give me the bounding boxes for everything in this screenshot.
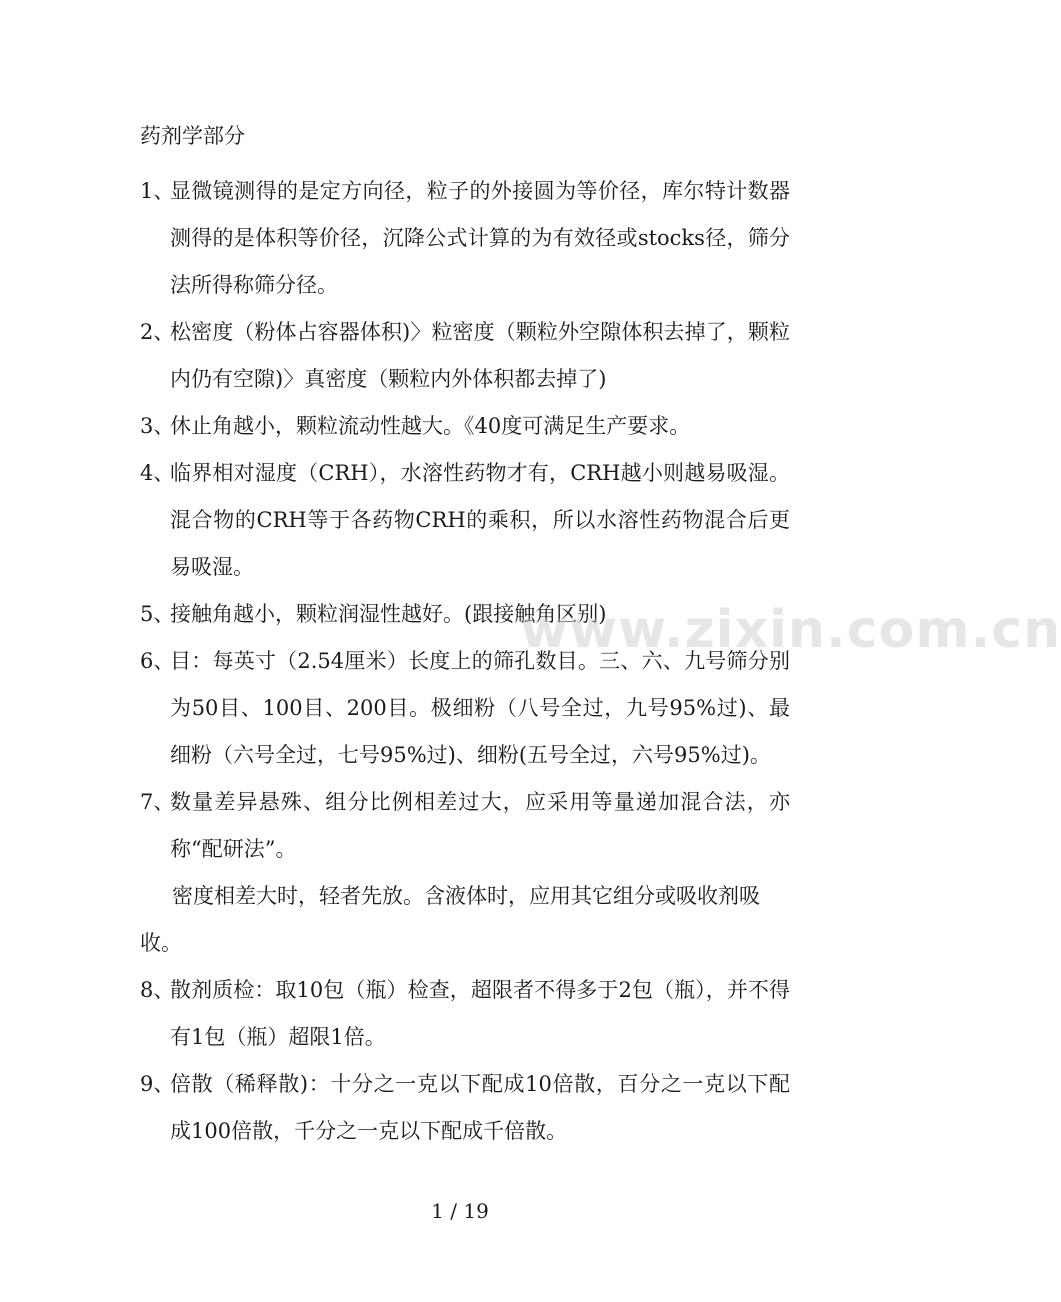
list-item bbox=[140, 168, 790, 309]
list-item bbox=[140, 779, 790, 873]
section-title: 药剂学部分 bbox=[140, 124, 245, 148]
list-item bbox=[140, 1061, 790, 1155]
list-item bbox=[140, 450, 790, 591]
list-item bbox=[140, 967, 790, 1061]
list-item bbox=[140, 591, 790, 638]
item-text: 目：每英寸（2.54厘米）长度上的筛孔数目。三、六、九号筛分别为50目、100目、200目。极细粉（八号全过，九号95%过)、最细粉（六号全过，七号95%过)、细粉(五号全过，六号95%过)。 bbox=[170, 649, 790, 767]
item-list bbox=[140, 168, 790, 1155]
item-text: 休止角越小，颗粒流动性越大。《40度可满足生产要求。 bbox=[170, 414, 691, 438]
page-number: 1 / 19 bbox=[431, 1199, 489, 1223]
list-item bbox=[140, 309, 790, 403]
item-text: 数量差异悬殊、组分比例相差过大，应采用等量递加混合法，亦称“配研法”。 bbox=[170, 790, 790, 861]
item-number: 2、 bbox=[140, 320, 175, 344]
list-item bbox=[140, 403, 790, 450]
item-text: 接触角越小，颗粒润湿性越好。(跟接触角区别) bbox=[170, 602, 607, 626]
item-text: 临界相对湿度（CRH），水溶性药物才有，CRH越小则越易吸湿。混合物的CRH等于各药物CRH的乘积，所以水溶性药物混合后更易吸湿。 bbox=[170, 461, 790, 579]
item-text: 显微镜测得的是定方向径，粒子的外接圆为等价径，库尔特计数器测得的是体积等价径，沉降公式计算的为有效径或stocks径，筛分法所得称筛分径。 bbox=[170, 179, 790, 297]
item-number: 5、 bbox=[140, 602, 175, 626]
item-number: 4、 bbox=[140, 461, 175, 485]
item-number: 7、 bbox=[140, 790, 175, 814]
item-number: 9、 bbox=[140, 1072, 175, 1096]
item-number: 3、 bbox=[140, 414, 175, 438]
item-number: 8、 bbox=[140, 978, 175, 1002]
item-number: 6、 bbox=[140, 649, 175, 673]
note-paragraph: 密度相差大时，轻者先放。含液体时，应用其它组分或吸收剂吸收。 bbox=[140, 884, 760, 955]
item-text: 散剂质检：取10包（瓶）检查，超限者不得多于2包（瓶），并不得有1包（瓶）超限1倍。 bbox=[170, 978, 790, 1049]
item-number: 1、 bbox=[140, 179, 175, 203]
item-text: 松密度（粉体占容器体积)〉粒密度（颗粒外空隙体积去掉了，颗粒内仍有空隙)〉真密度（颗粒内外体积都去掉了) bbox=[170, 320, 790, 391]
list-item bbox=[140, 638, 790, 779]
item-text: 倍散（稀释散)：十分之一克以下配成10倍散，百分之一克以下配成100倍散，千分之一克以下配成千倍散。 bbox=[170, 1072, 790, 1143]
watermark: www.zixin.com.cn bbox=[520, 600, 1061, 660]
